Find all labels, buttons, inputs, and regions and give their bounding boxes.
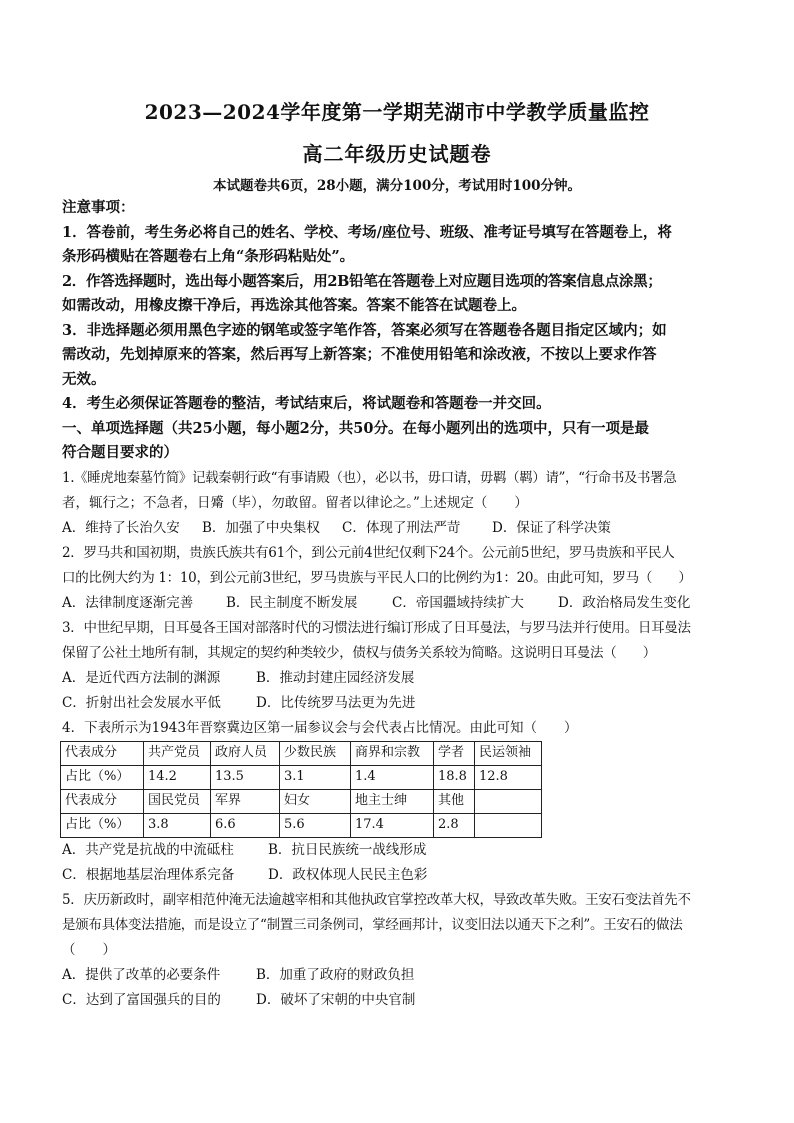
table-cell: 民运领袖 xyxy=(475,741,542,765)
table-cell: 12.8 xyxy=(475,765,542,789)
table-cell: 3.8 xyxy=(144,813,211,837)
exam-subtitle: 高二年级历史试题卷 xyxy=(302,142,492,166)
table-cell: 占比（%） xyxy=(61,813,144,837)
q2-option-b: B．民主制度不断发展 xyxy=(226,594,358,611)
table-cell: 18.8 xyxy=(434,765,475,789)
notice-heading: 注意事项： xyxy=(62,199,135,216)
table-cell: 1.4 xyxy=(351,765,434,789)
q4-options-row1 xyxy=(62,838,742,863)
table-cell: 军界 xyxy=(211,789,280,813)
q3-options-row1 xyxy=(62,666,742,691)
q4-option-b: B．抗日民族统一战线形成 xyxy=(268,841,427,858)
q3-stem-cont: 保留了公社土地所有制，其规定的契约种类较少，债权与债务关系较为简略。这说明日耳曼法（ ） xyxy=(62,644,656,661)
q2-option-d: D．政治格局发生变化 xyxy=(558,594,691,611)
exam-title: 2023—2024学年度第一学期芜湖市中学教学质量监控 xyxy=(144,100,650,124)
notice-line-5: 3．非选择题必须用黑色字迹的钢笔或签字笔作答，答案必须写在答题卷各题目指定区域内；如 xyxy=(62,321,667,339)
table-row xyxy=(61,789,542,813)
representation-table xyxy=(60,741,542,838)
q4-options-row2 xyxy=(62,863,742,888)
table-cell: 学者 xyxy=(434,741,475,765)
q3-option-b: B．推动封建庄园经济发展 xyxy=(256,669,415,686)
q1-options xyxy=(62,516,742,541)
q2-option-a: A．法律制度逐渐完善 xyxy=(62,594,194,611)
q3-option-d: D．比传统罗马法更为先进 xyxy=(256,694,416,711)
table-row xyxy=(61,741,542,765)
table-cell: 代表成分 xyxy=(61,741,144,765)
q5-option-c: C．达到了富国强兵的目的 xyxy=(62,991,221,1008)
table-cell: 其他 xyxy=(434,789,475,813)
table-cell xyxy=(475,789,542,813)
table-cell: 地主士绅 xyxy=(351,789,434,813)
table-cell: 妇女 xyxy=(280,789,351,813)
exam-intro: 本试题卷共6页，28小题，满分100分，考试用时100分钟。 xyxy=(212,178,582,194)
table-cell: 17.4 xyxy=(351,813,434,837)
q5-option-a: A．提供了改革的必要条件 xyxy=(62,966,221,983)
q1-option-d: D．保证了科学决策 xyxy=(492,519,611,536)
table-cell: 3.1 xyxy=(280,765,351,789)
q4-option-d: D．政权体现人民民主色彩 xyxy=(268,866,428,883)
table-cell: 少数民族 xyxy=(280,741,351,765)
table-cell: 5.6 xyxy=(280,813,351,837)
notice-line-8: 4．考生必须保证答题卷的整洁，考试结束后，将试题卷和答题卷一并交回。 xyxy=(62,395,551,412)
table-row xyxy=(61,813,542,837)
notice-line-6: 需改动，先划掉原来的答案，然后再写上新答案；不准使用铅笔和涂改液，不按以上要求作答 xyxy=(62,346,657,363)
q4-option-a: A．共产党是抗战的中流砥柱 xyxy=(62,841,234,858)
q5-stem: 5．庆历新政时，副宰相范仲淹无法逾越宰相和其他执政官掌控改革大权，导致改革失败。王安石变法首先不 xyxy=(62,891,691,908)
notice-line-2: 条形码横贴在答题卷右上角“条形码粘贴处”。 xyxy=(62,248,355,265)
q5-option-d: D．破坏了宋朝的中央官制 xyxy=(256,991,416,1008)
table-cell: 政府人员 xyxy=(211,741,280,765)
table-cell: 国民党员 xyxy=(144,789,211,813)
q5-stem-blank: （ ） xyxy=(62,941,116,958)
table-row xyxy=(61,765,542,789)
section-heading: 一、单项选择题（共25小题，每小题2分，共50分。在每小题列出的选项中，只有一项是最 xyxy=(62,419,649,437)
table-cell: 6.6 xyxy=(211,813,280,837)
q3-options-row2 xyxy=(62,691,742,716)
q2-options xyxy=(62,591,742,616)
q1-option-b: B．加强了中央集权 xyxy=(202,519,320,536)
notice-line-3: 2．作答选择题时，选出每小题答案后，用2B铅笔在答题卷上对应题目选项的答案信息点涂黑； xyxy=(62,272,662,290)
q4-stem: 4．下表所示为1943年晋察冀边区第一届参议会与会代表占比情况。由此可知（ ） xyxy=(62,719,578,736)
q3-option-a: A．是近代西方法制的渊源 xyxy=(62,669,221,686)
exam-body xyxy=(62,196,742,1013)
table-cell: 商界和宗教 xyxy=(351,741,434,765)
notice-line-7: 无效。 xyxy=(62,370,106,388)
q5-option-b: B．加重了政府的财政负担 xyxy=(256,966,415,983)
q1-option-c: C．体现了刑法严苛 xyxy=(342,519,461,536)
table-cell xyxy=(475,813,542,837)
q5-options-row1 xyxy=(62,963,742,988)
table-cell: 13.5 xyxy=(211,765,280,789)
q2-option-c: C．帝国疆域持续扩大 xyxy=(392,594,524,611)
section-heading-cont: 符合题目要求的） xyxy=(62,444,178,461)
q3-option-c: C．折射出社会发展水平低 xyxy=(62,694,221,711)
q3-stem: 3．中世纪早期，日耳曼各王国对部落时代的习惯法进行编订形成了日耳曼法，与罗马法并行使用。日耳曼法 xyxy=(62,619,691,636)
q2-stem-cont: 口的比例大约为 1：10，到公元前3世纪，罗马贵族与平民人口的比例约为1：20。由此可知，罗马（ ） xyxy=(62,569,692,586)
q1-option-a: A．维持了长治久安 xyxy=(62,519,180,536)
q1-stem: 1.《睡虎地秦墓竹简》记载秦朝行政“有事请殿（也），必以书，毋口请，毋羁（羁）请”，“行命书及书署急 xyxy=(62,469,677,486)
q5-options-row2 xyxy=(62,988,742,1013)
q4-option-c: C．根据地基层治理体系完备 xyxy=(62,866,235,883)
table-cell: 2.8 xyxy=(434,813,475,837)
q5-stem-cont: 是颁布具体变法措施，而是设立了“制置三司条例司，掌经画邦计，议变旧法以通天下之利”。王安石的做法 xyxy=(62,916,683,933)
notice-line-1: 1．答卷前，考生务必将自己的姓名、学校、考场/座位号、班级、准考证号填写在答题卷上，将 xyxy=(62,223,672,241)
notice-line-4: 如需改动，用橡皮擦干净后，再选涂其他答案。答案不能答在试题卷上。 xyxy=(62,297,526,314)
table-cell: 代表成分 xyxy=(61,789,144,813)
q1-stem-cont: 者，辄行之；不急者，日觱（毕），勿敢留。留者以律论之。”上述规定（ ） xyxy=(62,494,528,511)
table-cell: 14.2 xyxy=(144,765,211,789)
table-cell: 共产党员 xyxy=(144,741,211,765)
q2-stem: 2．罗马共和国初期，贵族氏族共有61个，到公元前4世纪仅剩下24个。公元前5世纪，罗马贵族和平民人 xyxy=(62,544,675,561)
table-cell: 占比（%） xyxy=(61,765,144,789)
